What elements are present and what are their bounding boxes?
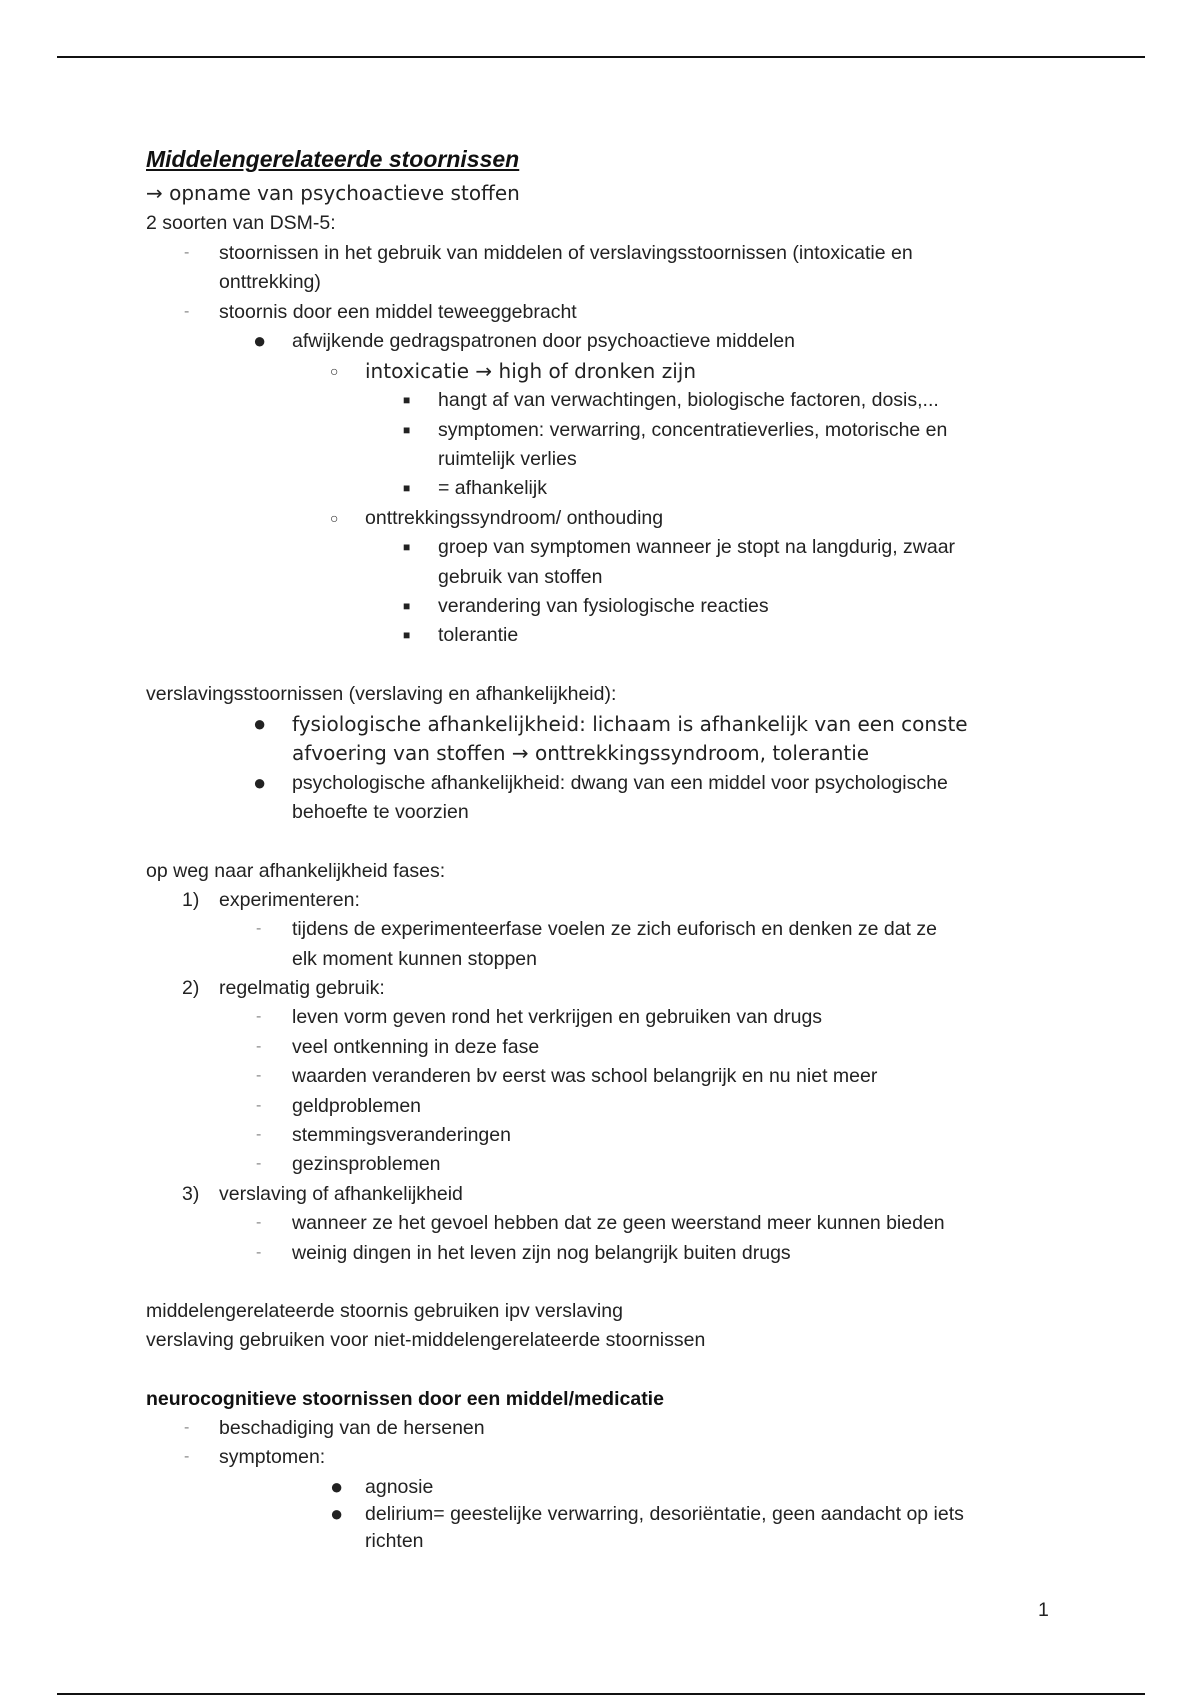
list-item: onttrekkingssyndroom/ onthouding [365, 507, 664, 529]
step-number: 1) [182, 889, 200, 911]
list-item: tolerantie [438, 624, 519, 646]
bullet-marker: ● [330, 1501, 344, 1526]
list-item: delirium= geestelijke verwarring, desoriëntatie, geen aandacht op iets [365, 1503, 964, 1525]
dash-marker: - [184, 1419, 190, 1436]
square-marker: ■ [403, 540, 411, 554]
list-item: wanneer ze het gevoel hebben dat ze geen weerstand meer kunnen bieden [292, 1212, 945, 1234]
dash-marker: - [256, 1038, 262, 1055]
list-item: leven vorm geven rond het verkrijgen en gebruiken van drugs [292, 1006, 823, 1028]
note-line: middelengerelateerde stoornis gebruiken ipv verslaving [146, 1300, 623, 1322]
bullet-marker: ● [253, 770, 267, 795]
section-heading: neurocognitieve stoornissen door een middel/medicatie [146, 1388, 664, 1410]
step-label: regelmatig gebruik: [219, 977, 385, 999]
list-item: stemmingsveranderingen [292, 1124, 511, 1146]
list-item: fysiologische afhankelijkheid: lichaam is afhankelijk van een conste [292, 712, 968, 736]
step-label: verslaving of afhankelijkheid [219, 1183, 463, 1205]
note-line: verslaving gebruiken voor niet-middelengerelateerde stoornissen [146, 1329, 706, 1351]
list-item: veel ontkenning in deze fase [292, 1036, 540, 1058]
list-item: afwijkende gedragspatronen door psychoactieve middelen [292, 330, 795, 352]
list-item: waarden veranderen bv eerst was school belangrijk en nu niet meer [292, 1065, 878, 1087]
dash-marker: - [184, 244, 190, 261]
list-item: gebruik van stoffen [438, 566, 603, 588]
square-marker: ■ [403, 481, 411, 495]
dash-marker: - [256, 1008, 262, 1025]
section-heading: op weg naar afhankelijkheid fases: [146, 860, 446, 882]
list-item: intoxicatie → high of dronken zijn [365, 359, 696, 383]
list-item: symptomen: [219, 1446, 326, 1468]
bullet-marker: ● [330, 1474, 344, 1499]
footer-rule [57, 1693, 1145, 1695]
list-item: beschadiging van de hersenen [219, 1417, 485, 1439]
square-marker: ■ [403, 599, 411, 613]
header-rule [57, 56, 1145, 58]
list-item: symptomen: verwarring, concentratieverlies, motorische en [438, 419, 948, 441]
dash-marker: - [256, 920, 262, 937]
list-item: tijdens de experimenteerfase voelen ze zich euforisch en denken ze dat ze [292, 918, 937, 940]
dash-marker: - [184, 1448, 190, 1465]
list-item: afvoering van stoffen → onttrekkingssyndroom, tolerantie [292, 741, 870, 765]
square-marker: ■ [403, 423, 411, 437]
square-marker: ■ [403, 628, 411, 642]
list-item: agnosie [365, 1476, 434, 1498]
subtitle: → opname van psychoactieve stoffen [146, 181, 520, 205]
circle-marker: ○ [330, 510, 339, 526]
intro-line: 2 soorten van DSM-5: [146, 212, 336, 234]
list-item: geldproblemen [292, 1095, 422, 1117]
dash-marker: - [256, 1244, 262, 1261]
list-item: weinig dingen in het leven zijn nog belangrijk buiten drugs [292, 1242, 791, 1264]
list-item: elk moment kunnen stoppen [292, 948, 537, 970]
list-item: stoornis door een middel teweeggebracht [219, 301, 577, 323]
dash-marker: - [256, 1214, 262, 1231]
list-item: ruimtelijk verlies [438, 448, 577, 470]
step-number: 2) [182, 977, 200, 999]
bullet-marker: ● [253, 711, 267, 736]
square-marker: ■ [403, 393, 411, 407]
list-item: verandering van fysiologische reacties [438, 595, 769, 617]
dash-marker: - [184, 303, 190, 320]
list-item: groep van symptomen wanneer je stopt na langdurig, zwaar [438, 536, 956, 558]
list-item: stoornissen in het gebruik van middelen of verslavingsstoornissen (intoxicatie en [219, 242, 913, 264]
list-item: psychologische afhankelijkheid: dwang van een middel voor psychologische [292, 772, 948, 794]
dash-marker: - [256, 1097, 262, 1114]
page-title: Middelengerelateerde stoornissen [146, 146, 520, 172]
circle-marker: ○ [330, 363, 339, 379]
dash-marker: - [256, 1067, 262, 1084]
list-item: gezinsproblemen [292, 1153, 441, 1175]
step-label: experimenteren: [219, 889, 360, 911]
list-item: onttrekking) [219, 271, 321, 293]
list-item: behoefte te voorzien [292, 801, 469, 823]
list-item: hangt af van verwachtingen, biologische factoren, dosis,... [438, 389, 939, 411]
bullet-marker: ● [253, 328, 267, 353]
list-item: = afhankelijk [438, 477, 547, 499]
section-heading: verslavingsstoornissen (verslaving en afhankelijkheid): [146, 683, 617, 705]
dash-marker: - [256, 1155, 262, 1172]
page-number: 1 [1038, 1599, 1049, 1621]
dash-marker: - [256, 1126, 262, 1143]
list-item: richten [365, 1530, 424, 1552]
step-number: 3) [182, 1183, 200, 1205]
